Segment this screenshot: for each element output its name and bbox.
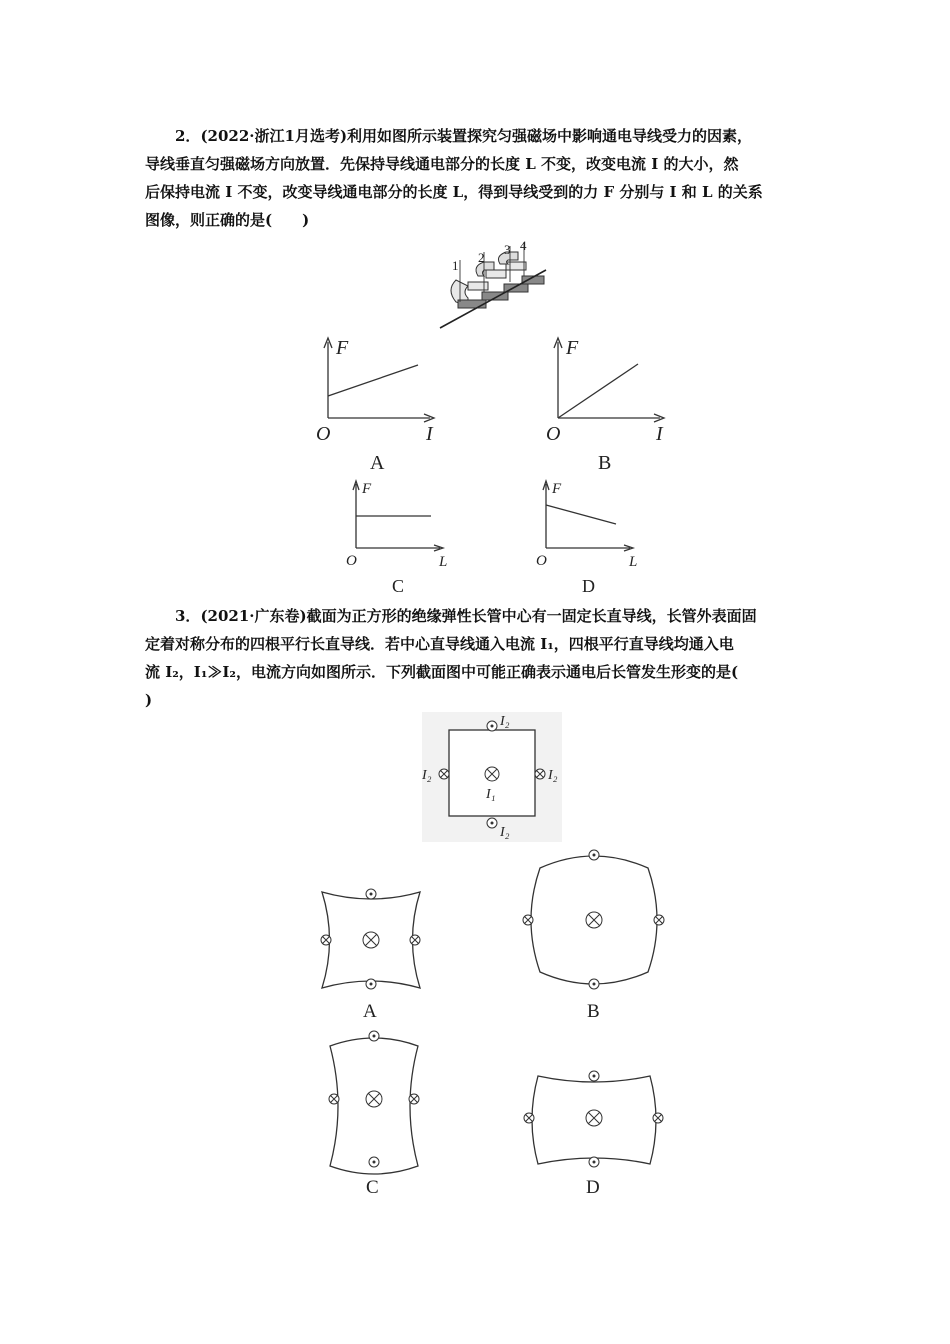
label-center-current: I₁ [486, 787, 496, 802]
q3-line-4: ) [145, 691, 153, 709]
option-a-label: A [363, 1001, 377, 1022]
option-a-dot-bottom [366, 979, 376, 989]
option-c-cross-right [409, 1094, 419, 1104]
graph-b-line [558, 364, 638, 418]
option-d-cross-center [586, 1110, 602, 1126]
cross-wire-right [535, 769, 545, 779]
question-2 [145, 122, 810, 234]
option-d-dot-top [589, 1071, 599, 1081]
q2-line-3: 后保持电流 I 不变，改变导线通电部分的长度 L，得到导线受到的力 F 分别与 I 和 L 的关系 [145, 183, 763, 201]
q2-text-1: 利用如图所示装置探究匀强磁场中影响通电导线受力的因素， [347, 127, 753, 145]
graph-b-ylabel: F [566, 337, 579, 359]
graph-d-line [546, 505, 616, 524]
graph-c-ylabel: F [362, 481, 372, 497]
q2-line-4: 图像，则正确的是( ) [145, 211, 310, 229]
option-d-cross-left [524, 1113, 534, 1123]
graph-d-origin: O [536, 553, 547, 569]
option-d-label: D [586, 1177, 600, 1198]
graph-b [542, 336, 672, 476]
graph-c-xlabel: L [439, 554, 448, 570]
magnet-blocks [451, 252, 544, 308]
q2-line-2: 导线垂直匀强磁场方向放置．先保持导线通电部分的长度 L 不变，改变电流 I 的大小，然 [145, 155, 739, 173]
graph-d-option: D [582, 576, 595, 596]
graph-a-xlabel: I [426, 423, 433, 445]
q2-number: 2． [175, 127, 201, 145]
option-c-dot-bottom [369, 1157, 379, 1167]
q3-line-2: 定着对称分布的四根平行长直导线．若中心直导线通入电流 I₁，四根平行直导线均通入电 [145, 635, 734, 653]
option-a-cross-left [321, 935, 331, 945]
apparatus-label-3: 3 [504, 242, 511, 257]
q3-text-1: 截面为正方形的绝缘弹性长管中心有一固定长直导线，长管外表面固 [306, 607, 757, 625]
graph-a-line [328, 365, 418, 396]
q3-source: (2021·广东卷) [200, 607, 307, 625]
dot-wire-top [487, 721, 497, 731]
option-a-cross-right [410, 935, 420, 945]
label-bottom-current: I₂ [500, 825, 510, 840]
graph-d-xlabel: L [629, 554, 638, 570]
graph-a [312, 336, 442, 476]
graph-a-ylabel: F [336, 337, 349, 359]
graph-b-option: B [598, 452, 612, 474]
q3-main-figure [420, 712, 565, 844]
option-c-label: C [366, 1177, 379, 1198]
option-c-dot-top [369, 1031, 379, 1041]
option-b-cross-left [523, 915, 533, 925]
option-b-label: B [587, 1001, 600, 1022]
apparatus-label-4: 4 [520, 238, 527, 253]
graph-d [530, 478, 640, 598]
option-b-cross-right [654, 915, 664, 925]
q3-option-c [318, 1026, 430, 1201]
label-top-current: I₂ [500, 714, 510, 729]
option-b-dot-top [589, 850, 599, 860]
option-c-cross-center [366, 1091, 382, 1107]
cross-wire-left [439, 769, 449, 779]
option-b-cross-center [586, 912, 602, 928]
cross-wire-center [485, 767, 499, 781]
q3-line-3: 流 I₂，I₁≫I₂，电流方向如图所示．下列截面图中可能正确表示通电后长管发生形变的是( [145, 663, 739, 681]
graph-b-origin: O [546, 423, 561, 445]
q2-source: (2022·浙江1月选考) [200, 127, 348, 145]
graph-c-origin: O [346, 553, 357, 569]
option-b-dot-bottom [589, 979, 599, 989]
q2-apparatus-figure [438, 240, 548, 335]
q3-option-a [315, 884, 427, 1024]
option-d-cross-right [653, 1113, 663, 1123]
apparatus-label-2: 2 [478, 250, 485, 265]
q2-line-1 [145, 122, 810, 150]
graph-c-option: C [392, 576, 405, 596]
q3-option-d [520, 1066, 668, 1202]
q3-line-1 [145, 602, 810, 630]
q3-option-b [518, 840, 668, 1026]
graph-a-option: A [370, 452, 385, 474]
graph-d-ylabel: F [552, 481, 562, 497]
q3-number: 3． [175, 607, 201, 625]
apparatus-label-1: 1 [452, 258, 459, 273]
question-3 [145, 602, 810, 714]
graph-a-origin: O [316, 423, 331, 445]
graph-c [340, 478, 450, 598]
graph-b-xlabel: I [656, 423, 663, 445]
dot-wire-bottom [487, 818, 497, 828]
option-a-dot-top [366, 889, 376, 899]
option-a-cross-center [363, 932, 379, 948]
label-right-current: I₂ [548, 768, 558, 783]
option-c-cross-left [329, 1094, 339, 1104]
option-d-dot-bottom [589, 1157, 599, 1167]
label-left-current: I₂ [422, 768, 432, 783]
